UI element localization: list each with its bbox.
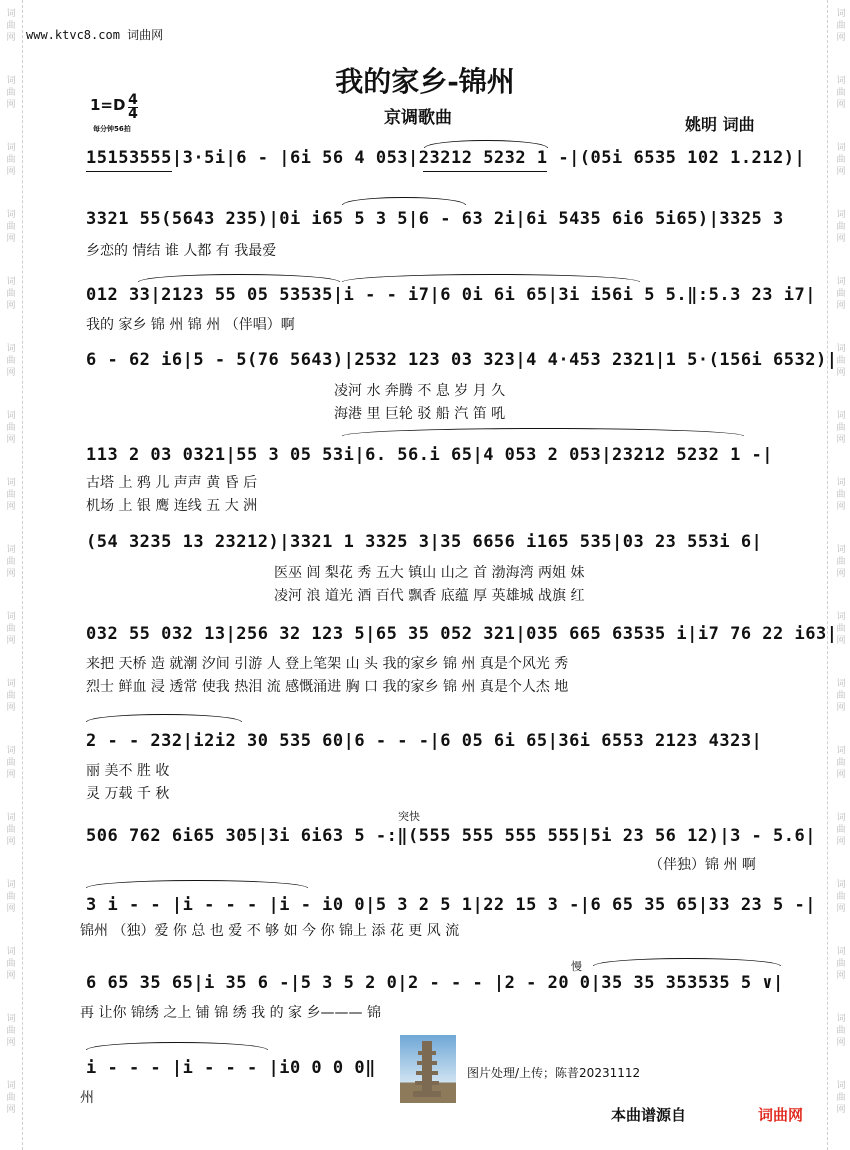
left-watermark-strip xyxy=(0,0,23,1150)
score-row-11-lyrics-1: 再 让你 锦绣 之上 铺 锦 绣 我 的 家 乡——— 锦 xyxy=(80,1005,381,1021)
watermark-mark: 词 曲 网 xyxy=(836,210,846,244)
watermark-mark: 词 曲 网 xyxy=(6,277,16,311)
key-signature: 1=D xyxy=(90,96,126,114)
watermark-mark: 词 曲 网 xyxy=(836,411,846,445)
score-row-6-lyrics-2: 凌河 浪 道光 酒 百代 飘香 底蕴 厚 英雄城 战旗 红 xyxy=(274,588,585,604)
score-row-8-lyrics-2: 灵 万载 千 秋 xyxy=(86,786,170,802)
slur-arc xyxy=(138,274,340,282)
watermark-mark: 词 曲 网 xyxy=(6,76,16,110)
song-subtitle: 京调歌曲 xyxy=(384,108,452,128)
watermark-mark: 词 曲 网 xyxy=(6,478,16,512)
score-row-12-notes: i - - - |i - - - |i0 0 0 0‖ xyxy=(86,1058,376,1078)
score-row-11-notes: 6 65 35 65|i 35 6 -|5 3 5 2 0|2 - - - |2 - 20 0|35 35 353535 5 ∨| xyxy=(86,973,784,993)
watermark-mark: 词 曲 网 xyxy=(6,143,16,177)
watermark-mark: 词 曲 网 xyxy=(836,1081,846,1115)
slur-arc xyxy=(86,714,242,722)
watermark-mark: 词 曲 网 xyxy=(836,344,846,378)
beam-line xyxy=(86,171,172,172)
watermark-mark: 词 曲 网 xyxy=(6,746,16,780)
upload-caption: 图片处理/上传；陈普20231112 xyxy=(467,1066,641,1080)
score-row-9-notes: 506 762 6i65 305|3i 6i63 5 -:‖(555 555 555 555|5i 23 56 12)|3 - 5.6| xyxy=(86,826,816,846)
time-signature-top: 4 xyxy=(128,92,138,108)
watermark-mark: 词 曲 网 xyxy=(6,1081,16,1115)
score-row-10-notes: 3 i - - |i - - - |i - i0 0|5 3 2 5 1|22 15 3 -|6 65 35 65|33 23 5 -| xyxy=(86,895,816,915)
time-signature xyxy=(128,94,138,121)
slur-arc xyxy=(593,958,781,966)
tempo-mark-slow: 慢 xyxy=(571,960,582,973)
watermark-mark: 词 曲 网 xyxy=(836,76,846,110)
watermark-mark: 词 曲 网 xyxy=(836,612,846,646)
score-row-8-lyrics-1: 丽 美不 胜 收 xyxy=(86,763,170,779)
slur-arc xyxy=(424,140,548,148)
score-row-2-lyrics-1: 乡恋的 情结 谁 人都 有 我最爱 xyxy=(86,243,277,259)
score-row-10-lyrics-1: 锦州 （独）爱 你 总 也 爱 不 够 如 今 你 锦上 添 花 更 风 流 xyxy=(80,923,460,939)
slur-arc xyxy=(86,1042,268,1050)
score-row-4-lyrics-1: 凌河 水 奔腾 不 息 岁 月 久 xyxy=(334,383,506,399)
watermark-mark: 词 曲 网 xyxy=(6,947,16,981)
pagoda-photo xyxy=(400,1035,456,1103)
right-watermark-strip xyxy=(827,0,850,1150)
score-row-5-lyrics-1: 古塔 上 鸦 儿 声声 黄 昏 后 xyxy=(86,475,258,491)
watermark-mark: 词 曲 网 xyxy=(6,210,16,244)
beam-line xyxy=(423,171,547,172)
slur-arc xyxy=(342,197,466,205)
score-row-7-notes: 032 55 032 13|256 32 123 5|65 35 052 321|035 665 63535 i|i7 76 22 i63| xyxy=(86,624,838,644)
score-row-7-lyrics-2: 烈士 鲜血 浸 透常 使我 热泪 流 感慨涌进 胸 口 我的家乡 锦 州 真是个人杰 地 xyxy=(86,679,569,695)
score-row-8-notes: 2 - - 232|i2i2 30 535 60|6 - - -|6 05 6i 65|36i 6553 2123 4323| xyxy=(86,731,763,751)
brand-link[interactable]: 词曲网 xyxy=(758,1106,804,1124)
source-label: 本曲谱源自 xyxy=(611,1106,687,1124)
watermark-mark: 词 曲 网 xyxy=(836,9,846,43)
score-row-7-lyrics-1: 来把 天桥 造 就潮 汐间 引游 人 登上笔架 山 头 我的家乡 锦 州 真是个风光 秀 xyxy=(86,656,569,672)
score-row-1-notes: 15153555|3·5i|6 - |6i 56 4 053|23212 5232 1 -|(05i 6535 102 1.212)| xyxy=(86,148,806,168)
watermark-mark: 词 曲 网 xyxy=(836,277,846,311)
watermark-mark: 词 曲 网 xyxy=(6,545,16,579)
slur-arc xyxy=(86,880,308,888)
watermark-mark: 词 曲 网 xyxy=(6,9,16,43)
tempo-mark-sudden-fast: 突快 xyxy=(398,810,420,823)
watermark-mark: 词 曲 网 xyxy=(836,880,846,914)
tempo-marking: 每分钟56拍 xyxy=(93,125,131,133)
watermark-mark: 词 曲 网 xyxy=(6,411,16,445)
song-title: 我的家乡-锦州 xyxy=(335,65,515,98)
lyricist-composer-credit: 姚明 词曲 xyxy=(685,115,755,134)
watermark-mark: 词 曲 网 xyxy=(6,344,16,378)
score-row-4-notes: 6 - 62 i6|5 - 5(76 5643)|2532 123 03 323|4 4·453 2321|1 5·(156i 6532)| xyxy=(86,350,838,370)
watermark-mark: 词 曲 网 xyxy=(6,813,16,847)
score-row-3-notes: 012 33|2123 55 05 53535|i - - i7|6 0i 6i 65|3i i56i 5 5.‖:5.3 23 i7| xyxy=(86,285,816,305)
score-row-9-lyrics-1: （伴独）锦 州 啊 xyxy=(649,857,756,873)
watermark-mark: 词 曲 网 xyxy=(6,679,16,713)
watermark-mark: 词 曲 网 xyxy=(836,478,846,512)
score-row-5-notes: 113 2 03 0321|55 3 05 53i|6. 56.i 65|4 053 2 053|23212 5232 1 -| xyxy=(86,445,774,465)
score-row-2-notes: 3321 55(5643 235)|0i i65 5 3 5|6 - 63 2i|6i 5435 6i6 5i65)|3325 3 xyxy=(86,209,784,229)
watermark-mark: 词 曲 网 xyxy=(836,1014,846,1048)
slur-arc xyxy=(342,274,640,282)
score-row-6-lyrics-1: 医巫 闾 梨花 秀 五大 镇山 山之 首 渤海湾 两姐 妹 xyxy=(274,565,585,581)
watermark-mark: 词 曲 网 xyxy=(6,1014,16,1048)
watermark-mark: 词 曲 网 xyxy=(836,545,846,579)
watermark-mark: 词 曲 网 xyxy=(6,880,16,914)
slur-arc xyxy=(342,428,744,436)
watermark-mark: 词 曲 网 xyxy=(836,679,846,713)
score-row-5-lyrics-2: 机场 上 银 鹰 连线 五 大 洲 xyxy=(86,498,258,514)
score-row-4-lyrics-2: 海港 里 巨轮 驳 船 汽 笛 吼 xyxy=(334,406,506,422)
watermark-mark: 词 曲 网 xyxy=(836,813,846,847)
watermark-mark: 词 曲 网 xyxy=(836,143,846,177)
watermark-mark: 词 曲 网 xyxy=(836,746,846,780)
site-url[interactable]: www.ktvc8.com 词曲网 xyxy=(26,28,164,42)
time-signature-bottom: 4 xyxy=(128,106,138,122)
score-row-6-notes: (54 3235 13 23212)|3321 1 3325 3|35 6656 i165 535|03 23 553i 6| xyxy=(86,532,763,552)
score-row-3-lyrics-1: 我的 家乡 锦 州 锦 州 （伴唱）啊 xyxy=(86,317,295,333)
watermark-mark: 词 曲 网 xyxy=(6,612,16,646)
watermark-mark: 词 曲 网 xyxy=(836,947,846,981)
score-row-12-lyrics-1: 州 xyxy=(80,1090,94,1106)
